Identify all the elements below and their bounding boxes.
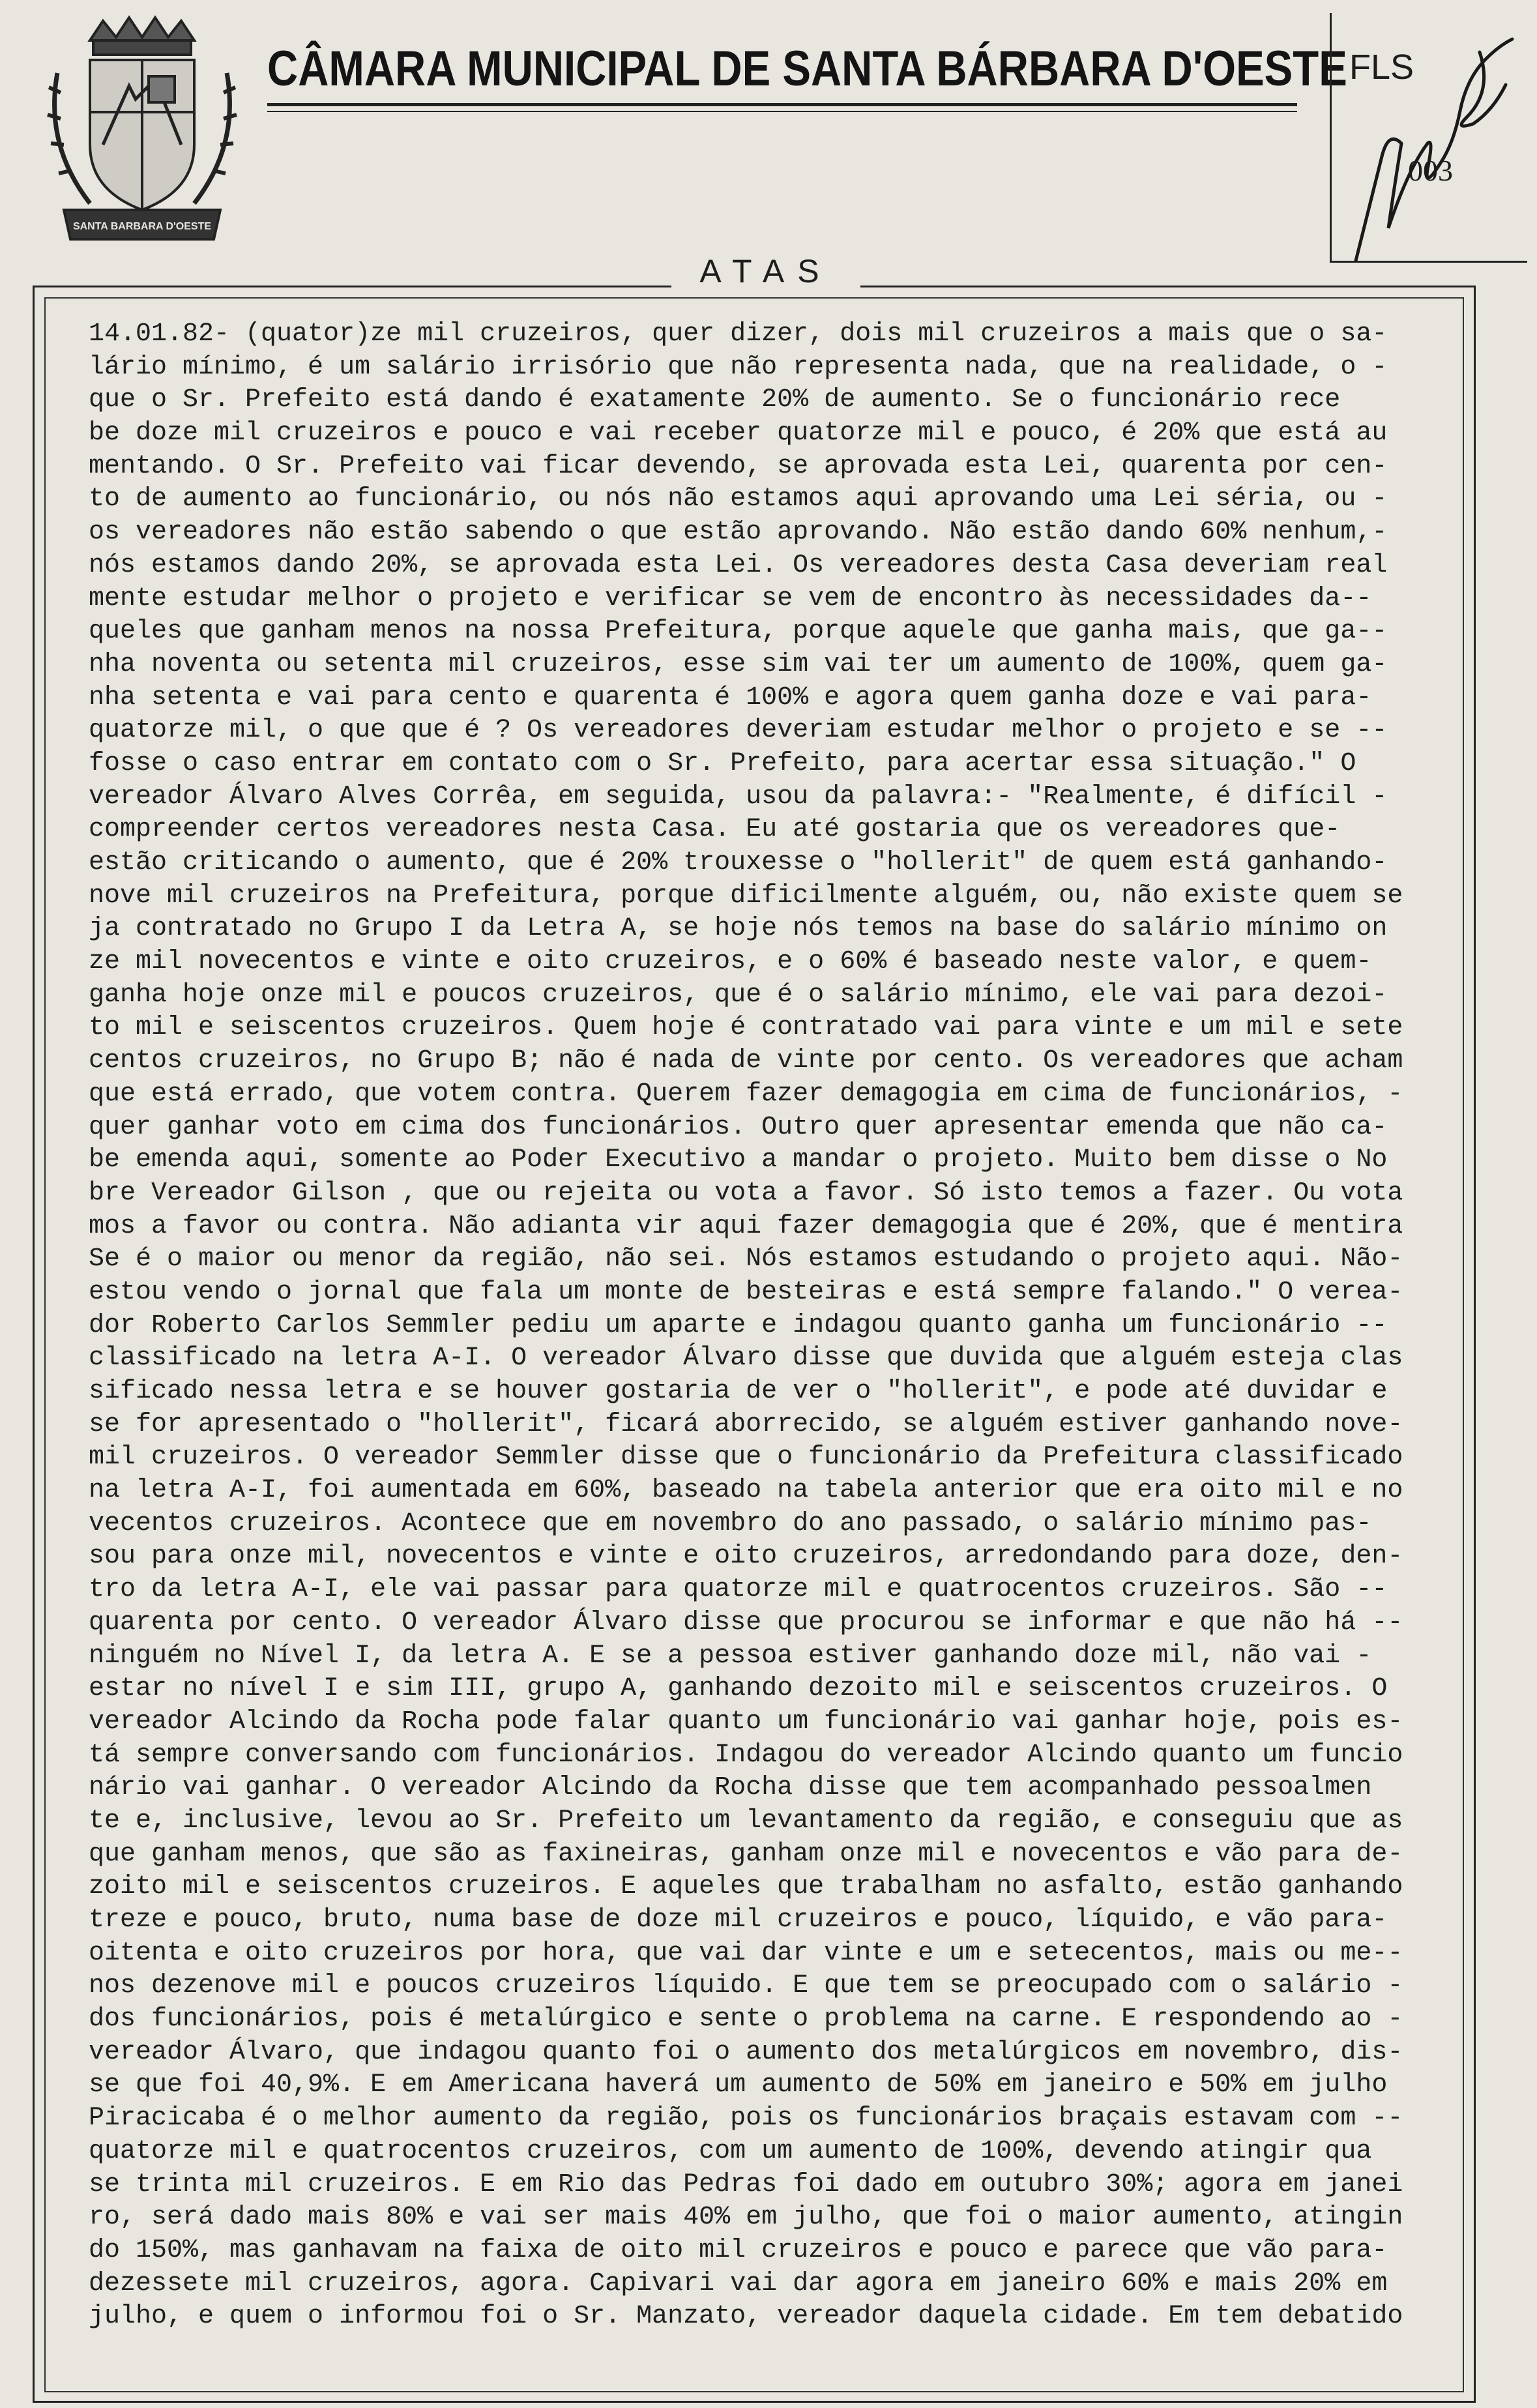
text-line: dos funcionários, pois é metalúrgico e sente o problema na carne. E respondendo ao - [89,2004,1403,2034]
text-line: compreender certos vereadores nesta Casa. Eu até gostaria que os vereadores que- [89,815,1341,845]
text-line: queles que ganham menos na nossa Prefeitura, porque aquele que ganha mais, que ga-- [89,617,1388,647]
text-line: do 150%, mas ganhavam na faixa de oito mil cruzeiros e pouco e parece que vão para- [89,2235,1388,2265]
text-line: que está errado, que votem contra. Querem fazer demagogia em cima de funcionários, - [89,1079,1403,1109]
text-line: ze mil novecentos e vinte e oito cruzeiros, e o 60% é baseado neste valor, e quem- [89,947,1372,977]
text-line: to de aumento ao funcionário, ou nós não estamos aqui aprovando uma Lei séria, ou - [89,484,1388,514]
text-line: estar no nível I e sim III, grupo A, ganhando dezoito mil e seiscentos cruzeiros. O [89,1674,1388,1704]
minutes-text [89,318,1464,2334]
text-line: que ganham menos, que são as faxineiras, ganham onze mil e novecentos e vão para de- [89,1839,1403,1869]
text-line: ro, será dado mais 80% e vai ser mais 40% em julho, que foi o maior aumento, atingin [89,2203,1403,2233]
text-line: que o Sr. Prefeito está dando é exatamente 20% de aumento. Se o funcionário rece [89,385,1341,415]
header-rule [267,103,1297,106]
text-line: tro da letra A-I, ele vai passar para quatorze mil e quatrocentos cruzeiros. São -- [89,1575,1388,1605]
text-line: to mil e seiscentos cruzeiros. Quem hoje é contratado vai para vinte e um mil e sete [89,1013,1403,1043]
signature-icon [1330,13,1525,274]
text-line: classificado na letra A-I. O vereador Álvaro disse que duvida que alguém esteja clas [89,1343,1403,1373]
text-line: quatorze mil, o que que é ? Os vereadores deveriam estudar melhor o projeto e se -- [89,716,1388,746]
text-line: quarenta por cento. O vereador Álvaro disse que procurou se informar e que não há -- [89,1608,1403,1637]
text-line: dor Roberto Carlos Semmler pediu um aparte e indagou quanto ganha um funcionário -- [89,1310,1388,1340]
page-title: CÂMARA MUNICIPAL DE SANTA BÁRBARA D'OESTE [267,41,1347,96]
text-line: se que foi 40,9%. E em Americana haverá um aumento de 50% em janeiro e 50% em julho [89,2070,1388,2100]
text-line: centos cruzeiros, no Grupo B; não é nada de vinte por cento. Os vereadores que acham [89,1046,1403,1076]
text-line: be doze mil cruzeiros e pouco e vai receber quatorze mil e pouco, é 20% que está au [89,418,1388,448]
page-number: 003 [1408,154,1453,187]
text-line: sou para onze mil, novecentos e vinte e oito cruzeiros, arredondando para doze, den- [89,1542,1403,1572]
text-line: estou vendo o jornal que fala um monte de besteiras e está sempre falando." O verea- [89,1277,1403,1307]
text-line: lário mínimo, é um salário irrisório que não representa nada, que na realidade, o - [89,352,1388,382]
folio-label: FLS [1349,48,1414,87]
text-line: ninguém no Nível I, da letra A. E se a pessoa estiver ganhando doze mil, não vai - [89,1641,1372,1671]
header-rule-thin [267,111,1297,112]
text-line: vereador Álvaro Alves Corrêa, em seguida, usou da palavra:- "Realmente, é difícil - [89,782,1388,812]
text-line: quatorze mil e quatrocentos cruzeiros, com um aumento de 100%, devendo atingir qua [89,2136,1372,2166]
text-line: vereador Alcindo da Rocha pode falar quanto um funcionário vai ganhar hoje, pois es- [89,1707,1403,1737]
crest-motto: SANTA BARBARA D'OESTE [72,221,212,232]
text-line: os vereadores não estão sabendo o que estão aprovando. Não estão dando 60% nenhum,- [89,518,1388,548]
section-title: ATAS [671,248,860,295]
text-line: nha noventa ou setenta mil cruzeiros, esse sim vai ter um aumento de 100%, quem ga- [89,649,1388,679]
text-line: fosse o caso entrar em contato com o Sr. Prefeito, para acertar essa situação." O [89,748,1356,778]
text-line: sificado nessa letra e se houver gostaria de ver o "hollerit", e pode até duvidar e [89,1377,1388,1406]
text-line: be emenda aqui, somente ao Poder Executivo a mandar o projeto. Muito bem disse o No [89,1145,1388,1175]
text-line: oitenta e oito cruzeiros por hora, que vai dar vinte e um e setecentos, mais ou me-- [89,1938,1403,1968]
text-line: mil cruzeiros. O vereador Semmler disse que o funcionário da Prefeitura classificado [89,1443,1403,1473]
text-line: se for apresentado o "hollerit", ficará aborrecido, se alguém estiver ganhando nove- [89,1409,1403,1439]
text-line: quer ganhar voto em cima dos funcionários. Outro quer apresentar emenda que não ca- [89,1112,1388,1142]
text-line: nha setenta e vai para cento e quarenta é 100% e agora quem ganha doze e vai para- [89,683,1372,712]
text-line: treze e pouco, bruto, numa base de doze mil cruzeiros e pouco, líquido, e vão para- [89,1905,1388,1935]
text-line: zoito mil e seiscentos cruzeiros. E aqueles que trabalham no asfalto, estão ganhando [89,1872,1403,1902]
text-line: te e, inclusive, levou ao Sr. Prefeito um levantamento da região, e conseguiu que as [89,1806,1403,1836]
text-line: julho, e quem o informou foi o Sr. Manzato, vereador daquela cidade. Em tem debatido [89,2302,1403,2332]
text-line: nos dezenove mil e poucos cruzeiros líquido. E que tem se preocupado com o salário - [89,1971,1403,2001]
municipal-crest-icon [31,14,253,249]
text-line: Se é o maior ou menor da região, não sei. Nós estamos estudando o projeto aqui. Não- [89,1244,1403,1274]
text-line: mos a favor ou contra. Não adianta vir aqui fazer demagogia que é 20%, que é mentira [89,1211,1403,1241]
text-line: mentando. O Sr. Prefeito vai ficar devendo, se aprovada esta Lei, quarenta por cen- [89,451,1388,481]
text-line: tá sempre conversando com funcionários. Indagou do vereador Alcindo quanto um funcio [89,1740,1403,1770]
text-line: nove mil cruzeiros na Prefeitura, porque dificilmente alguém, ou, não existe quem se [89,881,1403,911]
text-line: vecentos cruzeiros. Acontece que em novembro do ano passado, o salário mínimo pas- [89,1508,1372,1538]
text-line: bre Vereador Gilson , que ou rejeita ou vota a favor. Só isto temos a fazer. Ou vota [89,1178,1403,1208]
text-line: Piracicaba é o melhor aumento da região, pois os funcionários braçais estavam com -- [89,2104,1403,2134]
text-line: 14.01.82- (quator)ze mil cruzeiros, quer dizer, dois mil cruzeiros a mais que o sa- [89,319,1388,349]
text-line: vereador Álvaro, que indagou quanto foi o aumento dos metalúrgicos em novembro, dis- [89,2037,1403,2067]
text-line: dezessete mil cruzeiros, agora. Capivari vai dar agora em janeiro 60% e mais 20% em [89,2269,1388,2298]
text-line: mente estudar melhor o projeto e verificar se vem de encontro às necessidades da-- [89,583,1372,613]
text-line: nós estamos dando 20%, se aprovada esta Lei. Os vereadores desta Casa deveriam real [89,550,1388,580]
text-line: estão criticando o aumento, que é 20% trouxesse o "hollerit" de quem está ganhando- [89,848,1388,877]
text-line: ganha hoje onze mil e poucos cruzeiros, que é o salário mínimo, ele vai para dezoi- [89,980,1388,1010]
text-line: nário vai ganhar. O vereador Alcindo da Rocha disse que tem acompanhado pessoalmen [89,1773,1372,1803]
text-line: se trinta mil cruzeiros. E em Rio das Pedras foi dado em outubro 30%; agora em janei [89,2169,1403,2199]
text-line: na letra A-I, foi aumentada em 60%, baseado na tabela anterior que era oito mil e no [89,1476,1403,1506]
text-line: ja contratado no Grupo I da Letra A, se hoje nós temos na base do salário mínimo on [89,914,1388,944]
